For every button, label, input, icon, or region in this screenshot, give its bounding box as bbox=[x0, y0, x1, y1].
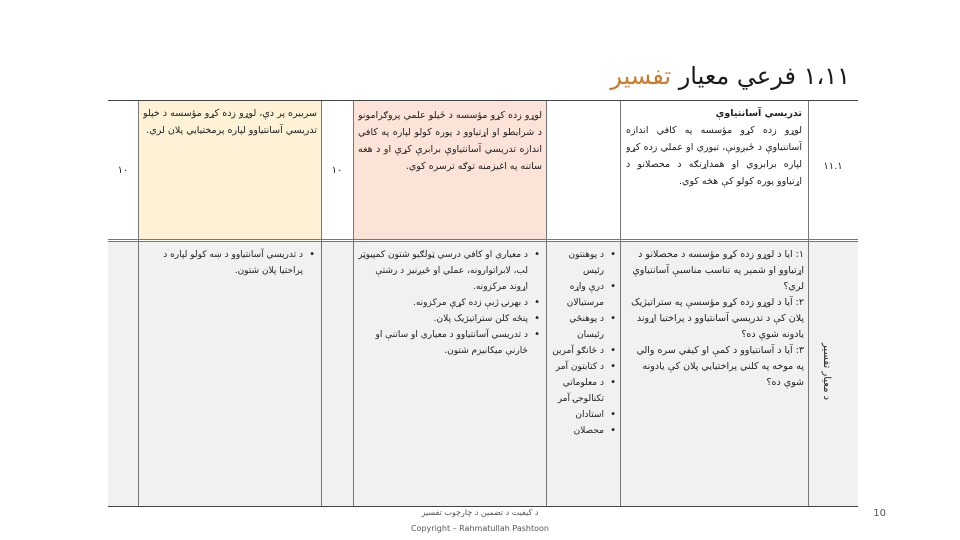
level2-text: لوړو زده کړو مؤسسه د ځيلو علمي پروګرامونو د شرايطو او اړتياوو د پوره کولو لپاره په کافي اندازه تدريسي آسانتياوې برابرې کړې او د هغه ساتنه په اغيزمنه توګه ترسره کوي. bbox=[358, 110, 542, 172]
list-item: • د کتابتون آمر bbox=[548, 359, 604, 375]
title-number: ۱،۱۱ bbox=[803, 62, 850, 90]
question-item: ۱: ايا د لوړو زده کړو مؤسسه د محصلانو د اړتياوو او شمېر په تناسب مناسبې آسانتياوې لري؟ bbox=[632, 249, 804, 292]
list-item: • د معلوماتي تکنالوجۍ آمر bbox=[548, 375, 604, 407]
guiding-questions bbox=[626, 247, 804, 502]
list-item: • استادان bbox=[548, 407, 604, 423]
list-item: • پنځه کلن ستراتيژيک پلان. bbox=[358, 311, 528, 327]
list-item: • درې واړه مرستيالان bbox=[548, 279, 604, 311]
footer-copyright: Copyright – Rahmatullah Pashtoon bbox=[411, 524, 549, 533]
subcriterion-number: ۱۱.۱ bbox=[823, 161, 843, 172]
level3-text: سربيره پر دې، لوړو زده کړو مؤسسه د خپلو تدريسي آسانتياوو لپاره پرمختيايي پلان لري. bbox=[143, 108, 317, 136]
footer-caption: د کیفیت د تضمین د چارچوب تفسیر bbox=[421, 508, 539, 517]
vertical-label: د معيار تفسير bbox=[821, 342, 833, 401]
question-item: ۳: آيا د آسانتياوو د کمې او کيفي سره والي په موخه په کلني پراختيايي پلان کې يادونه شوې ده؟ bbox=[636, 345, 804, 388]
list-item: • د څانګو آمرين bbox=[548, 343, 604, 359]
list-item: • د معياري او کافي درسي ټولګيو شتون کمپيوټر لب، لابراتوارونه، عملي او ځیږنيز د رشتې اړوند مرکزونه. bbox=[358, 247, 528, 295]
criteria-table bbox=[108, 100, 858, 507]
list-item: • د پوهنتون رئيس bbox=[548, 247, 604, 279]
level2-score: ۱۰ bbox=[331, 165, 343, 176]
list-item: • د تدريسي آسانتياوو د معياري او ساتنې او څارنې ميکانيزم شتون. bbox=[358, 327, 528, 359]
title-main: فرعي معيار bbox=[678, 62, 796, 90]
list-item: • د تدريسي آسانتياوو د ښه کولو لپاره د پراختيا پلان شتون. bbox=[143, 247, 303, 279]
list-item: • د بهرنۍ ژبې زده کړې مرکزونه. bbox=[358, 295, 528, 311]
question-item: ۲: آيا د لوړو زده کړو مؤسسې په ستراتيژيک پلان کې د تدريسي آسانتياوو د پراختيا اړوند يادونه شوې ده؟ bbox=[631, 297, 804, 340]
title-accent: تفسير bbox=[610, 62, 672, 90]
subcriterion-description bbox=[626, 105, 802, 237]
page-number: 10 bbox=[873, 508, 886, 519]
interviewees-list bbox=[548, 247, 618, 502]
subcriterion-heading: تدريسي آسانتياوې bbox=[715, 108, 802, 119]
page-title bbox=[610, 62, 850, 90]
list-item: • محصلان bbox=[548, 423, 604, 439]
subcriterion-text: لوړو زده کړو مؤسسه په کافي اندازه آسانتياوې د ځیږونې، تيوري او عملي زده کړو لپاره برابروي او همداړنګه د محصلانو د اړتياوو پوره کولو کې هڅه کوي. bbox=[626, 125, 802, 187]
list-item: • د پوهنځي رئيسان bbox=[548, 311, 604, 343]
level3-evidence-list bbox=[143, 247, 317, 502]
level3-score: ۱۰ bbox=[117, 165, 129, 176]
level2-evidence-list bbox=[358, 247, 542, 502]
